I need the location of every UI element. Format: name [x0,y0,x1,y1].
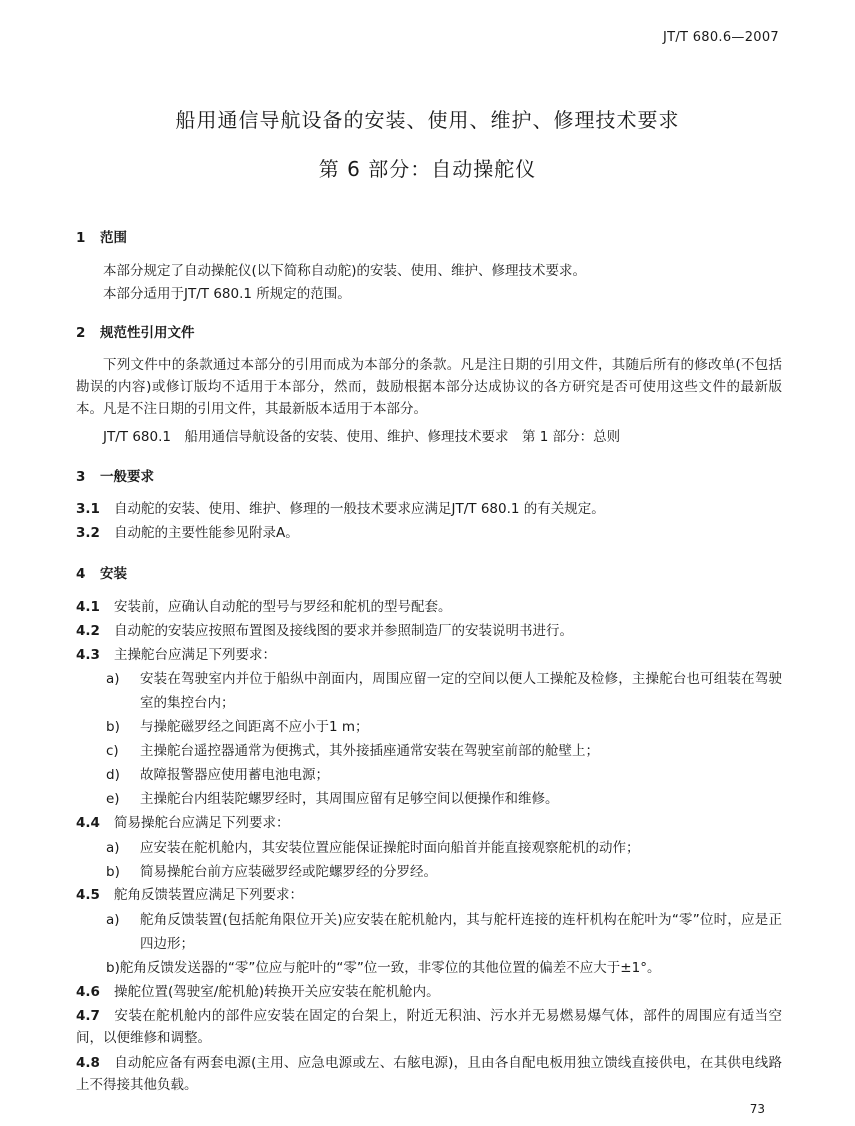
section-1-heading [76,226,127,246]
list-item: e) 主操舵台内组装陀螺罗经时，其周围应留有足够空间以便操作和维修。 [106,791,559,807]
normative-reference: JT/T 680.1 船用通信导航设备的安装、使用、维护、修理技术要求 第 1 部分：总则 [103,429,621,445]
section-2-heading [76,321,195,341]
list-item: a) 舵角反馈装置(包括舵角限位开关)应安装在舵机舱内，其与舵杆连接的连杆机构在舵叶为“零”位时，应是正四边形； [106,912,782,952]
clause-4-6: 4.6 操舵位置(驾驶室/舵机舱)转换开关应安装在舵机舱内。 [76,984,440,1000]
clause-3-2: 3.2 自动舵的主要性能参见附录A。 [76,525,299,541]
list-item: b) 与操舵磁罗经之间距离不应小于1 m； [106,719,369,735]
section-title: 范围 [100,230,127,246]
section-number: 1 [76,230,86,246]
list-item: a) 应安装在舵机舱内，其安装位置应能保证操舵时面向船首并能直接观察舵机的动作； [106,840,640,856]
section-3-heading [76,465,154,485]
clause-4-1: 4.1 安装前，应确认自动舵的型号与罗经和舵机的型号配套。 [76,599,452,615]
clause-4-7: 4.7 安装在舵机舱内的部件应安装在固定的台架上，附近无积油、污水并无易燃易爆气体，部件的周围应有适当空间，以便维修和调整。 [76,1008,782,1046]
section-4-heading [76,562,127,582]
section-number: 4 [76,566,86,582]
list-item: d) 故障报警器应使用蓄电池电源； [106,767,329,783]
paragraph: 本部分适用于JT/T 680.1 所规定的范围。 [103,286,351,302]
section-title: 一般要求 [100,469,154,485]
section-title: 安装 [100,566,127,582]
page-number: 73 [749,1102,765,1116]
paragraph: 本部分规定了自动操舵仪(以下简称自动舵)的安装、使用、维护、修理技术要求。 [103,263,587,279]
list-item: b) 简易操舵台前方应装磁罗经或陀螺罗经的分罗经。 [106,864,437,880]
clause-4-5: 4.5 舵角反馈装置应满足下列要求： [76,887,303,903]
list-item: c) 主操舵台遥控器通常为便携式，其外接插座通常安装在驾驶室前部的舱壁上； [106,743,599,759]
section-number: 3 [76,469,86,485]
clause-4-8: 4.8 自动舵应备有两套电源(主用、应急电源或左、右舷电源)，且由各自配电板用独立馈线直接供电，在其供电线路上不得接其他负载。 [76,1055,782,1093]
standard-code: JT/T 680.6—2007 [662,30,779,45]
list-item: a) 安装在驾驶室内并位于船纵中剖面内，周围应留一定的空间以便人工操舵及检修，主操舵台也可组装在驾驶室的集控台内； [106,671,782,711]
clause-4-4: 4.4 简易操舵台应满足下列要求： [76,815,290,831]
list-item: b)舵角反馈发送器的“零”位应与舵叶的“零”位一致，非零位的其他位置的偏差不应大于±1°。 [106,960,661,976]
section-number: 2 [76,325,86,341]
clause-4-3: 4.3 主操舵台应满足下列要求： [76,647,276,663]
section-title: 规范性引用文件 [100,325,195,341]
clause-4-2: 4.2 自动舵的安装应按照布置图及接线图的要求并参照制造厂的安装说明书进行。 [76,623,573,639]
clause-3-1: 3.1 自动舵的安装、使用、维护、修理的一般技术要求应满足JT/T 680.1 的有关规定。 [76,501,605,517]
paragraph: 下列文件中的条款通过本部分的引用而成为本部分的条款。凡是注日期的引用文件，其随后所有的修改单(不包括勘误的内容)或修订版均不适用于本部分，然而，鼓励根据本部分达成协议的各方研究是否可使用这些文件的最新版本。凡是不注日期的引用文件，其最新版本适用于本部分。 [76,357,782,417]
document-subtitle: 第 6 部分：自动操舵仪 [318,157,537,181]
document-title: 船用通信导航设备的安装、使用、维护、修理技术要求 [175,108,680,132]
